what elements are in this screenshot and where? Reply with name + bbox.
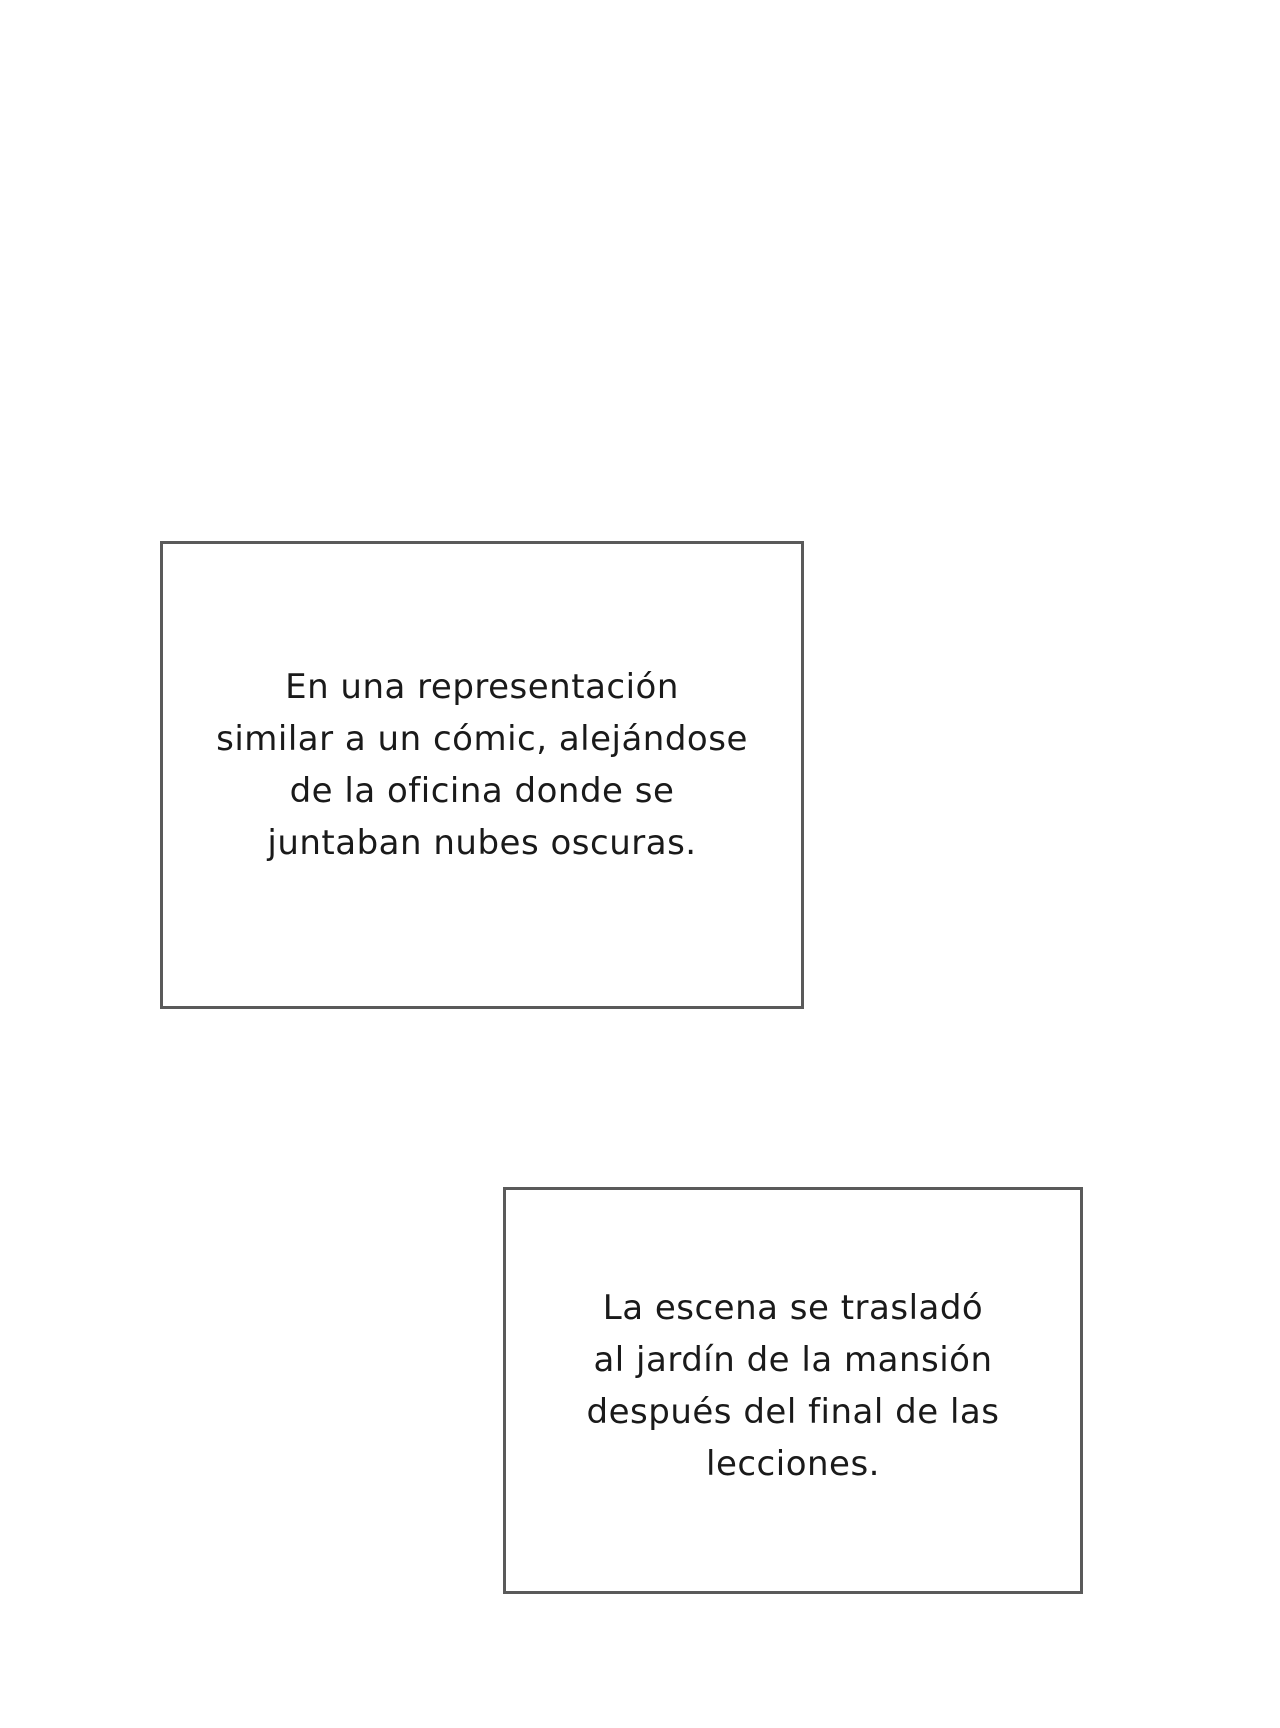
narration-line: después del final de las (586, 1391, 1000, 1432)
narration-line: La escena se trasladó (602, 1287, 984, 1328)
narration-line: lecciones. (706, 1443, 880, 1484)
narration-line: de la oficina donde se (289, 771, 675, 811)
narration-line: juntaban nubes oscuras. (267, 823, 697, 863)
narration-text-2 (587, 1282, 1000, 1490)
narration-line: al jardín de la mansión (593, 1339, 993, 1380)
narration-box-1 (160, 541, 804, 1009)
narration-box-2 (503, 1187, 1083, 1594)
narration-text-1 (216, 661, 748, 869)
narration-line: En una representación (285, 667, 679, 707)
narration-line: similar a un cómic, alejándose (216, 719, 748, 759)
